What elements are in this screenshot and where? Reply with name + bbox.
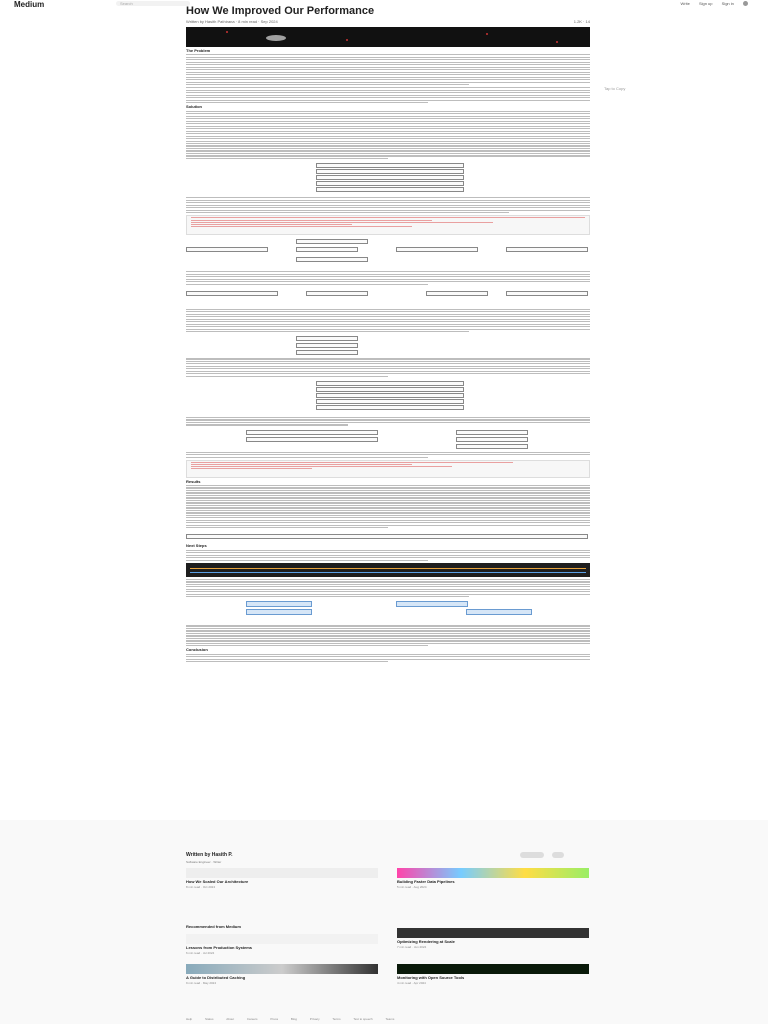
subscribe-button[interactable]: [552, 852, 564, 858]
timeline-diagram: [186, 530, 590, 542]
card-meta: 7 min read · Jun 2024: [397, 945, 427, 949]
footer-link[interactable]: Teams: [385, 1017, 395, 1021]
diagram-box: [186, 291, 278, 296]
footer-links: [186, 1017, 406, 1021]
footer-recommendations: [0, 820, 768, 1024]
card-meta: 5 min read · Aug 2024: [397, 885, 427, 889]
diagram-box: [246, 601, 312, 607]
diagram-box: [316, 163, 464, 168]
write-link[interactable]: Write: [680, 1, 690, 6]
diagram-box: [316, 399, 464, 404]
hero-highlight: [266, 35, 286, 41]
flow-diagram: [186, 237, 590, 269]
flow-diagram: [186, 287, 590, 307]
hero-dot: [346, 39, 348, 41]
claps-value: 1.2K: [573, 19, 582, 24]
card-title: Lessons from Production Systems: [186, 945, 253, 950]
card-title: How We Scaled Our Architecture: [186, 879, 249, 884]
recommended-card[interactable]: [397, 868, 589, 889]
card-title: Optimizing Rendering at Scale: [397, 939, 455, 944]
hero-image: [186, 27, 590, 47]
paragraph-block: [186, 654, 590, 663]
diagram-box: [506, 247, 588, 252]
card-title: A Guide to Distributed Caching: [186, 975, 246, 980]
performance-chart: [186, 563, 590, 577]
section-heading-results: Results: [186, 478, 201, 484]
card-meta: 6 min read · Jul 2024: [186, 951, 215, 955]
nav-actions: [673, 1, 748, 6]
chart-line: [190, 572, 586, 573]
paragraph-block: [186, 271, 590, 285]
comparison-diagram: [186, 599, 590, 623]
search-input[interactable]: Search: [116, 1, 190, 6]
diagram-box: [296, 257, 368, 262]
hero-dot: [226, 31, 228, 33]
footer-link[interactable]: Text to speech: [353, 1017, 373, 1021]
diagram-box: [296, 336, 358, 341]
diagram-box: [246, 609, 312, 615]
paragraph-block: [186, 87, 590, 103]
claps-count[interactable]: 1.2K · 14: [573, 19, 590, 24]
author-name[interactable]: Written by Hasith P.: [186, 852, 233, 858]
diagram-box: [296, 239, 368, 244]
recommended-card[interactable]: [186, 964, 378, 985]
paragraph-block: [186, 485, 590, 528]
footer-link[interactable]: Privacy: [309, 1017, 320, 1021]
article-byline: [186, 19, 590, 25]
card-thumbnail: [186, 868, 378, 878]
sign-up-link[interactable]: Sign up: [698, 1, 713, 6]
paragraph-block: [186, 550, 590, 561]
diagram-box: [246, 437, 378, 442]
recommended-card[interactable]: [186, 934, 378, 955]
diagram-box: [466, 609, 532, 615]
footer-link[interactable]: Careers: [246, 1017, 258, 1021]
paragraph-block: [186, 579, 590, 598]
side-caption: Tap to Copy: [604, 86, 626, 91]
diagram-box: [316, 393, 464, 398]
bullet-list: [186, 197, 590, 213]
card-title: Monitoring with Open Source Tools: [397, 975, 465, 980]
hero-dot: [556, 41, 558, 43]
diagram-box: [456, 437, 528, 442]
paragraph-block: [186, 625, 590, 646]
section-heading-next: Next Steps: [186, 543, 207, 549]
recommended-card[interactable]: [186, 868, 378, 889]
diagram-box: [186, 534, 588, 539]
diagram-box: [316, 169, 464, 174]
paragraph-block: [186, 452, 590, 458]
card-thumbnail: [397, 928, 589, 938]
footer-link[interactable]: Terms: [332, 1017, 341, 1021]
code-block: [186, 460, 590, 478]
sign-in-link[interactable]: Sign in: [721, 1, 734, 6]
section-heading-conclusion: Conclusion: [186, 647, 208, 653]
footer-link[interactable]: Blog: [290, 1017, 297, 1021]
diagram-box: [456, 444, 528, 449]
footer-link[interactable]: About: [226, 1017, 235, 1021]
recommended-card[interactable]: [397, 928, 589, 949]
paragraph-block: [186, 111, 590, 159]
comments-count: 14: [585, 19, 590, 24]
paragraph-block: [186, 54, 590, 85]
card-thumbnail: [397, 868, 589, 878]
diagram-box: [396, 247, 478, 252]
user-avatar[interactable]: [743, 1, 748, 6]
paragraph-block: [186, 309, 590, 333]
paragraph-block: [186, 417, 590, 426]
diagram-box: [506, 291, 588, 296]
recommended-heading: Recommended from Medium: [186, 924, 241, 929]
diagram-box: [306, 291, 368, 296]
diagram-box: [456, 430, 528, 435]
footer-link[interactable]: Press: [270, 1017, 279, 1021]
article-body: [186, 6, 590, 664]
paragraph-block: [186, 358, 590, 377]
medium-logo[interactable]: Medium: [14, 0, 45, 9]
card-thumbnail: [186, 964, 378, 974]
footer-link[interactable]: Help: [186, 1017, 193, 1021]
article-title: How We Improved Our Performance: [186, 5, 375, 17]
architecture-diagram: [186, 379, 590, 415]
follow-button[interactable]: [520, 852, 544, 858]
diagram-box: [296, 343, 358, 348]
hero-dot: [486, 33, 488, 35]
author-subtitle: Software Engineer · Writer: [186, 860, 222, 864]
card-title: Building Faster Data Pipelines: [397, 879, 455, 884]
recommended-card[interactable]: [397, 964, 589, 985]
code-block: [186, 215, 590, 235]
diagram-box: [316, 181, 464, 186]
card-thumbnail: [397, 964, 589, 974]
diagram-box: [316, 387, 464, 392]
diagram-box: [316, 405, 464, 410]
architecture-diagram: [186, 161, 590, 195]
flow-diagram: [186, 334, 590, 356]
diagram-box: [246, 430, 378, 435]
diagram-box: [396, 601, 468, 607]
diagram-box: [296, 247, 358, 252]
flow-diagram: [186, 428, 590, 450]
footer-link[interactable]: Status: [205, 1017, 214, 1021]
diagram-box: [186, 247, 268, 252]
chart-line: [190, 568, 586, 569]
card-thumbnail: [186, 934, 378, 944]
card-meta: 9 min read · May 2024: [186, 981, 217, 985]
diagram-box: [316, 175, 464, 180]
section-heading-solution: Solution: [186, 104, 202, 110]
card-meta: 4 min read · Apr 2024: [397, 981, 426, 985]
byline-text: Written by Hasith Pathirana · 8 min read · Sep 2024: [186, 19, 278, 24]
section-heading-problem: The Problem: [186, 48, 211, 53]
diagram-box: [426, 291, 488, 296]
diagram-box: [296, 350, 358, 355]
diagram-box: [316, 381, 464, 386]
diagram-box: [316, 187, 464, 192]
card-meta: 8 min read · Oct 2024: [186, 885, 216, 889]
